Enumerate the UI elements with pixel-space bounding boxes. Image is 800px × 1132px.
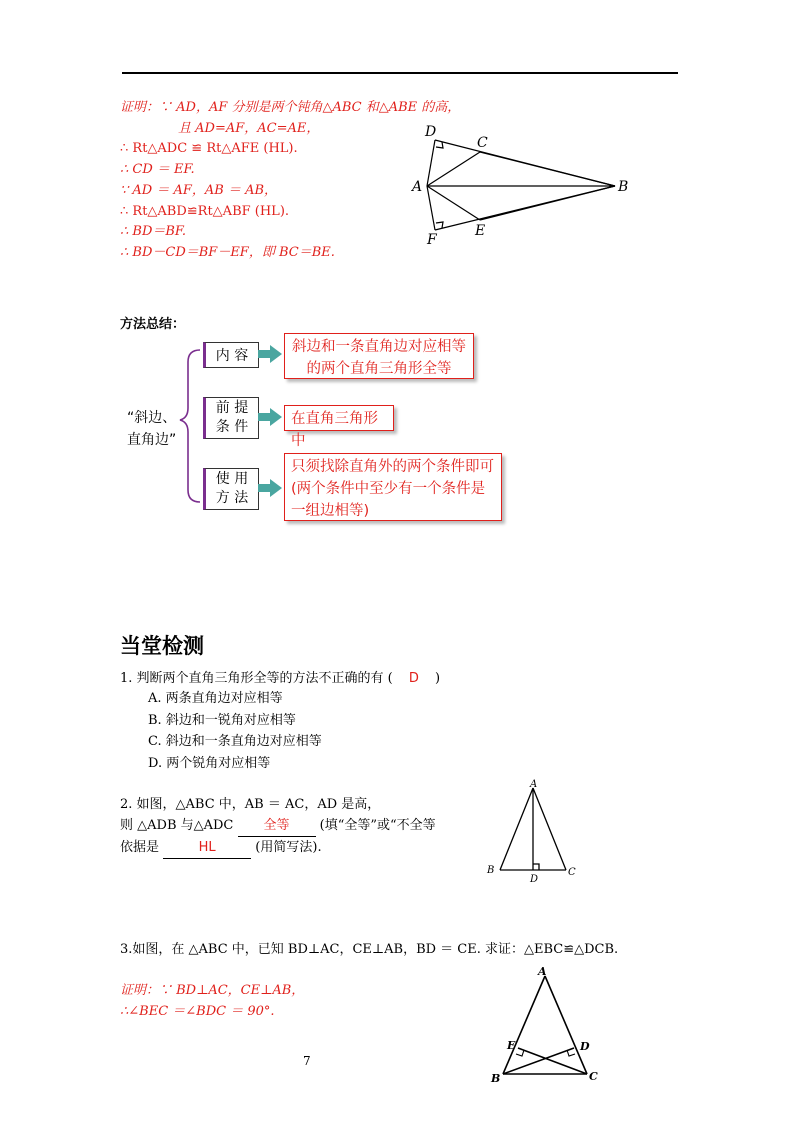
- q2-text: 依据是: [120, 840, 160, 855]
- q2-text: (填“全等”或“不全等: [319, 818, 436, 833]
- label-text: 条 件: [215, 419, 249, 435]
- label-B: B: [618, 179, 629, 195]
- label-A: A: [530, 779, 538, 790]
- figure-triangle-altitudes: [485, 962, 610, 1086]
- summary-content-box: 在直角三角形中: [284, 405, 394, 431]
- q2-line: 2. 如图，△ABC 中，AB ＝ AC，AD 是高，: [120, 797, 381, 812]
- proof-line: 证明：∵ AD，AF 分别是两个钝角△ABC 和△ABE 的高，: [120, 100, 461, 115]
- summary-content-box: 只须找除直角外的两个条件即可 (两个条件中至少有一个条件是一组边相等): [284, 453, 502, 521]
- q2-text: 则 △ADB 与△ADC: [120, 818, 234, 833]
- label-A: A: [538, 965, 547, 978]
- figure-kite: [405, 120, 645, 250]
- label-C: C: [477, 135, 488, 151]
- root-text: 直角边”: [127, 432, 177, 448]
- summary-label-method: [203, 468, 259, 510]
- label-C: C: [568, 867, 576, 878]
- proof-line: ∴ Rt△ADC ≌ Rt△AFE (HL).: [120, 141, 298, 157]
- page-number: 7: [303, 1054, 311, 1068]
- label-D: D: [580, 1040, 590, 1053]
- q2-answer-2: HL: [163, 837, 251, 859]
- label-text: 前 提: [215, 400, 249, 416]
- proof-line: ∵ AD ＝ AF，AB ＝ AB，: [120, 182, 278, 198]
- proof-line: 且 AD=AF，AC=AE，: [178, 120, 320, 136]
- label-F: F: [427, 232, 437, 248]
- q1-stem: 1. 判断两个直角三角形全等的方法不正确的有 (: [120, 671, 393, 686]
- arrow-icon: [258, 478, 284, 498]
- label-text: 使 用: [215, 471, 249, 487]
- option-c: C. 斜边和一条直角边对应相等: [148, 734, 322, 749]
- proof-line: ∴∠BEC ＝∠BDC ＝ 90°.: [120, 1004, 275, 1019]
- arrow-icon: [258, 407, 284, 427]
- summary-title: 方法总结：: [120, 317, 186, 332]
- proof-line: ∴ BD－CD＝BF－EF，即 BC＝BE.: [120, 244, 335, 260]
- proof-line: ∴ CD ＝ EF.: [120, 162, 195, 178]
- q2-text: (用简写法).: [255, 840, 322, 855]
- proof-line: ∴ Rt△ABD≌Rt△ABF (HL).: [120, 203, 290, 219]
- section-heading: 当堂检测: [120, 634, 204, 658]
- question-1: [120, 667, 440, 686]
- label-text: 内 容: [215, 348, 249, 364]
- proof-line: ∴ BD＝BF.: [120, 224, 187, 240]
- label-C: C: [589, 1070, 598, 1083]
- q2-answer-1: 全等: [238, 815, 316, 837]
- figure-isosceles: [480, 778, 590, 886]
- label-B: B: [491, 1072, 501, 1085]
- header-rule: [122, 72, 678, 74]
- q1-options: [148, 688, 322, 774]
- proof-line: 证明：∵ BD⊥AC，CE⊥AB，: [120, 983, 305, 998]
- summary-root: [127, 407, 176, 451]
- option-b: B. 斜边和一锐角对应相等: [148, 712, 296, 728]
- summary-content-box: 斜边和一条直角边对应相等的两个直角三角形全等: [284, 333, 474, 379]
- label-text: 方 法: [215, 490, 249, 506]
- question-3: 3.如图，在 △ABC 中，已知 BD⊥AC，CE⊥AB，BD ＝ CE. 求证：△EBC≌△DCB.: [120, 942, 619, 957]
- option-a: A. 两条直角边对应相等: [148, 691, 283, 706]
- option-d: D. 两个锐角对应相等: [148, 755, 271, 771]
- arrow-icon: [258, 344, 284, 364]
- question-2: [120, 794, 473, 859]
- label-A: A: [412, 179, 423, 195]
- summary-label-premise: [203, 397, 259, 439]
- root-text: “斜边、: [127, 410, 177, 426]
- label-D: D: [425, 124, 437, 140]
- label-E: E: [475, 223, 486, 239]
- label-E: E: [507, 1039, 516, 1052]
- q1-answer: D: [408, 671, 419, 686]
- q3-proof: [120, 980, 304, 1022]
- label-D: D: [530, 874, 539, 885]
- label-B: B: [487, 865, 495, 876]
- summary-label-content: [203, 342, 259, 368]
- q1-close: ): [435, 671, 441, 686]
